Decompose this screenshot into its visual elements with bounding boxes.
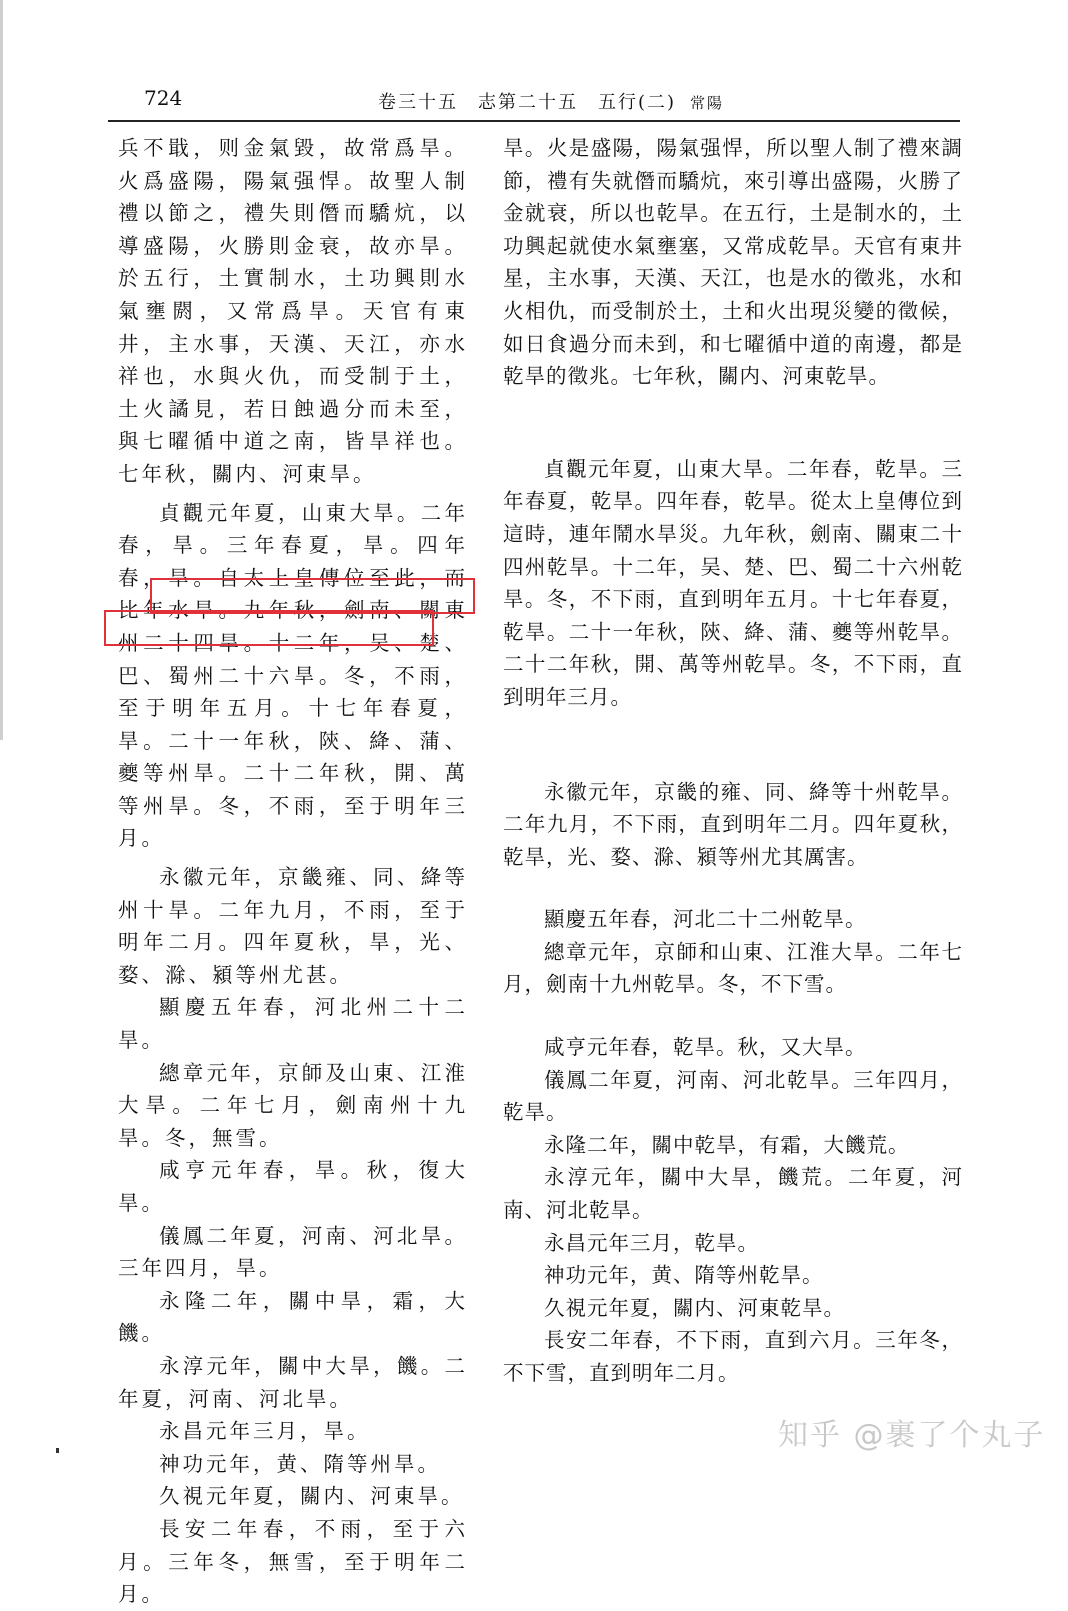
highlight-box-line1: [150, 578, 475, 614]
right-paragraph-yifeng: 儀鳳二年夏，河南、河北乾旱。三年四月，乾旱。: [503, 1067, 963, 1125]
left-paragraph-1: 兵不戢，则金氣毀，故常爲旱。火爲盛陽，陽氣强悍。故聖人制禮以節之，禮失則僭而驕炕，以導盛陽，火勝則金衰，故亦旱。於五行，土實制水，土功興則水氣壅閼，又常爲旱。天官有東井，主水事，天漢、天江，亦水祥也，水與火仇，而受制于土，土火譎見，若日蝕過分而未至，與七曜循中道之南，皆旱祥也。七年秋，關内、河東旱。: [118, 136, 468, 486]
left-paragraph-yonglong: 永隆二年，關中旱，霜，大饑。: [118, 1288, 468, 1346]
running-head-title: 卷三十五 志第二十五 五行(二): [378, 92, 677, 113]
page-header: [110, 86, 960, 116]
scan-speck: [56, 1448, 59, 1453]
left-paragraph-yifeng: 儀鳳二年夏，河南、河北旱。三年四月，旱。: [118, 1223, 468, 1281]
scan-edge: [0, 0, 3, 740]
right-paragraph-shengong: 神功元年，黄、隋等州乾旱。: [544, 1263, 824, 1288]
left-paragraph-yongchun: 永淳元年，關中大旱，饑。二年夏，河南、河北旱。: [118, 1353, 468, 1411]
translation-column: [503, 132, 963, 1390]
right-paragraph-1: 旱。火是盛陽，陽氣强悍，所以聖人制了禮來調節，禮有失就僭而驕炕，來引導出盛陽，火勝了金就衰，所以也乾旱。在五行，土是制水的，土功興起就使水氣壅塞，又常成乾旱。天官有東井星，主水事，天漢、天江，也是水的徵兆，水和火相仇，而受制於土，土和火出現災變的徵候，如日食過分而未到，和七曜循中道的南邊，都是乾旱的徵兆。七年秋，關内、河東乾旱。: [503, 136, 963, 389]
right-paragraph-changan: 長安二年春，不下雨，直到六月。三年冬，不下雪，直到明年二月。: [503, 1328, 963, 1385]
right-paragraph-yongchun: 永淳元年，關中大旱，饑荒。二年夏，河南、河北乾旱。: [503, 1165, 963, 1223]
left-paragraph-shengong: 神功元年，黄、隋等州旱。: [159, 1451, 441, 1476]
highlight-box-line2: [104, 610, 434, 646]
left-paragraph-changan: 長安二年春，不雨，至于六月。三年冬，無雪，至于明年二月。: [118, 1516, 468, 1607]
header-rule: [108, 120, 960, 122]
right-paragraph-xianheng: 咸亨元年春，乾旱。秋，又大旱。: [544, 1035, 867, 1060]
right-paragraph-zhenguan: 貞觀元年夏，山東大旱。二年春，乾旱。三年春夏，乾旱。四年春，乾旱。從太上皇傳位到這時，連年鬧水旱災。九年秋，劍南、關東二十四州乾旱。十二年，吴、楚、巴、蜀二十六州乾旱。冬，不下雨，直到明年五月。十七年春夏，乾旱。二十一年秋，陝、絳、蒲、夔等州乾旱。二十二年秋，開、萬等州乾旱。冬，不下雨，直到明年三月。: [503, 456, 963, 709]
left-paragraph-yongchang: 永昌元年三月，旱。: [159, 1419, 371, 1444]
right-paragraph-yonghui: 永徽元年，京畿的雍、同、絳等十州乾旱。二年九月，不下雨，直到明年二月。四年夏秋，乾旱，光、婺、滁、潁等州尤其厲害。: [503, 779, 963, 869]
running-head-sub: 常陽: [690, 94, 725, 112]
left-paragraph-xianqing: 顯慶五年春，河北州二十二旱。: [118, 995, 468, 1053]
right-paragraph-xianqing: 顯慶五年春，河北二十二州乾旱。: [544, 907, 867, 932]
right-paragraph-yonglong: 永隆二年，關中乾旱，有霜，大饑荒。: [544, 1132, 910, 1157]
zhihu-watermark: 知乎 @裹了个丸子: [778, 1418, 1046, 1453]
left-paragraph-zongzhang: 總章元年，京師及山東、江淮大旱。二年七月，劍南州十九旱。冬，無雪。: [118, 1060, 468, 1150]
left-paragraph-yonghui: 永徽元年，京畿雍、同、絳等州十旱。二年九月，不雨，至于明年二月。四年夏秋，旱，光、婺、滁、潁等州尤甚。: [118, 865, 468, 987]
running-head: [378, 88, 724, 114]
page-number: 724: [144, 86, 183, 110]
classical-text-column: [118, 132, 468, 1611]
left-paragraph-xianheng: 咸亨元年春，旱。秋，復大旱。: [118, 1158, 468, 1215]
left-paragraph-zhenguan: 貞觀元年夏，山東大旱。二年春，旱。三年春夏，旱。四年春，旱。自太上皇傳位至此，而比年水旱。九年秋，劍南、關東州二十四旱。十二年，吴、楚、巴、蜀州二十六旱。冬，不雨，至于明年五月。十七年春夏，旱。二十一年秋，陝、絳、蒲、夔等州旱。二十二年秋，開、萬等州旱。冬，不雨，至于明年三月。: [118, 500, 468, 851]
left-paragraph-jiushi: 久視元年夏，關内、河東旱。: [159, 1484, 465, 1509]
right-paragraph-zongzhang: 總章元年，京師和山東、江淮大旱。二年七月，劍南十九州乾旱。冬，不下雪。: [503, 939, 963, 997]
right-paragraph-yongchang: 永昌元年三月，乾旱。: [544, 1230, 759, 1255]
right-paragraph-jiushi: 久視元年夏，關内、河東乾旱。: [544, 1295, 845, 1320]
